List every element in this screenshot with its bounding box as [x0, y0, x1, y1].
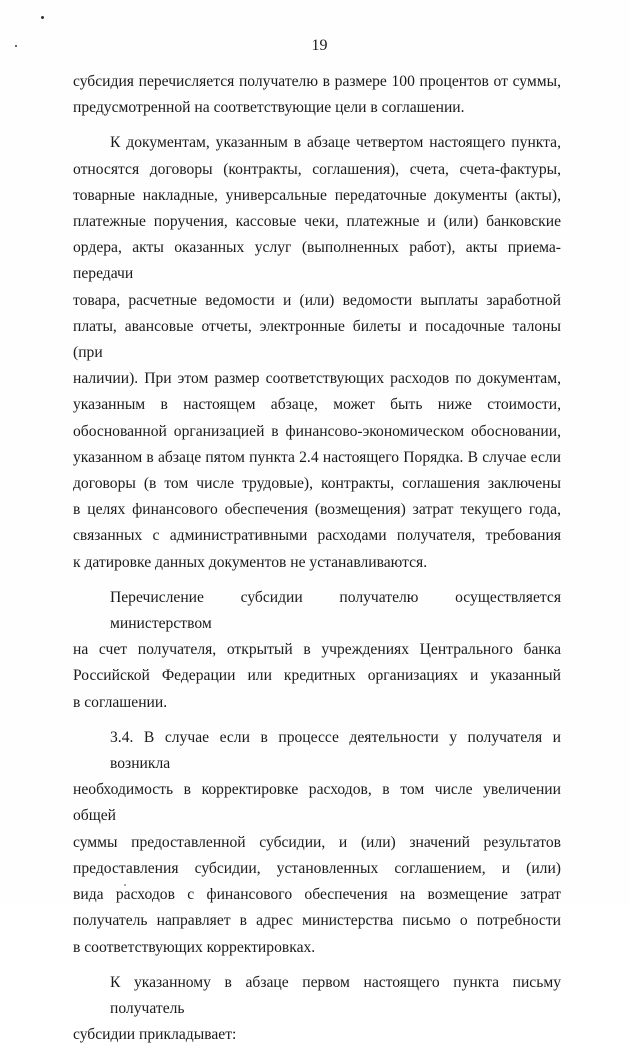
- document-body: [73, 69, 561, 1048]
- paragraph-3: [73, 585, 561, 716]
- paragraph-1: [73, 69, 561, 121]
- text-line: указанным в настоящем абзаце, может быть ниже стоимости,: [73, 396, 561, 414]
- text-line: в соответствующих корректировках.: [73, 938, 316, 956]
- text-line: необходимость в корректировке расходов, в том числе увеличении общей: [73, 781, 561, 825]
- paragraph-4: [73, 725, 561, 961]
- text-line: в соглашении.: [73, 693, 168, 711]
- text-line: указанном в абзаце пятом пункта 2.4 настоящего Порядка. В случае если: [73, 448, 561, 466]
- text-line: вида расходов с финансового обеспечения на возмещение затрат: [73, 886, 561, 904]
- text-line: товарные накладные, универсальные передаточные документы (акты),: [73, 186, 561, 204]
- text-line: субсидия перечисляется получателю в размере 100 процентов от суммы,: [73, 73, 561, 90]
- text-line: предоставления субсидии, установленных соглашением, и (или): [73, 859, 561, 877]
- text-line: наличии). При этом размер соответствующих расходов по документам,: [73, 370, 561, 388]
- text-line: платы, авансовые отчеты, электронные билеты и посадочные талоны (при: [73, 317, 561, 362]
- paragraph-5: [73, 970, 561, 1048]
- text-line: к датировке данных документов не устанавливаются.: [73, 553, 428, 571]
- text-line: получатель направляет в адрес министерства письмо о потребности: [73, 912, 561, 930]
- text-line: в целях финансового обеспечения (возмещения) затрат текущего года,: [73, 501, 561, 519]
- text-line: связанных с административными расходами получателя, требования: [73, 527, 561, 545]
- text-line: обоснованной организацией в финансово-экономическом обосновании,: [73, 422, 561, 440]
- scan-speck: [41, 16, 44, 19]
- text-line: К указанному в абзаце первом настоящего пункта письму получатель: [110, 973, 561, 1017]
- text-line: К документам, указанным в абзаце четвертом настоящего пункта,: [110, 134, 561, 152]
- paragraph-2: [73, 130, 561, 575]
- page-number: 19: [311, 37, 328, 54]
- text-line: субсидии прикладывает:: [73, 1026, 237, 1044]
- text-line: договоры (в том числе трудовые), контракты, соглашения заключены: [73, 475, 561, 493]
- text-line: товара, расчетные ведомости и (или) ведомости выплаты заработной: [73, 291, 561, 309]
- text-line: Российской Федерации или кредитных организациях и указанный: [73, 667, 561, 685]
- scan-edge: [630, 0, 639, 905]
- text-line: относятся договоры (контракты, соглашения), счета, счета-фактуры,: [73, 160, 561, 178]
- text-line: суммы предоставленной субсидии, и (или) значений результатов: [73, 833, 561, 851]
- text-line: платежные поручения, кассовые чеки, платежные и (или) банковские: [73, 213, 561, 231]
- text-line: 3.4. В случае если в процессе деятельности у получателя и возникла: [110, 728, 561, 773]
- text-line: предусмотренной на соответствующие цели в соглашении.: [73, 99, 465, 117]
- text-line: на счет получателя, открытый в учреждениях Центрального банка: [73, 641, 561, 659]
- text-line: ордера, акты оказанных услуг (выполненных работ), акты приема-передачи: [73, 239, 561, 283]
- text-line: Перечисление субсидии получателю осуществляется министерством: [110, 588, 561, 633]
